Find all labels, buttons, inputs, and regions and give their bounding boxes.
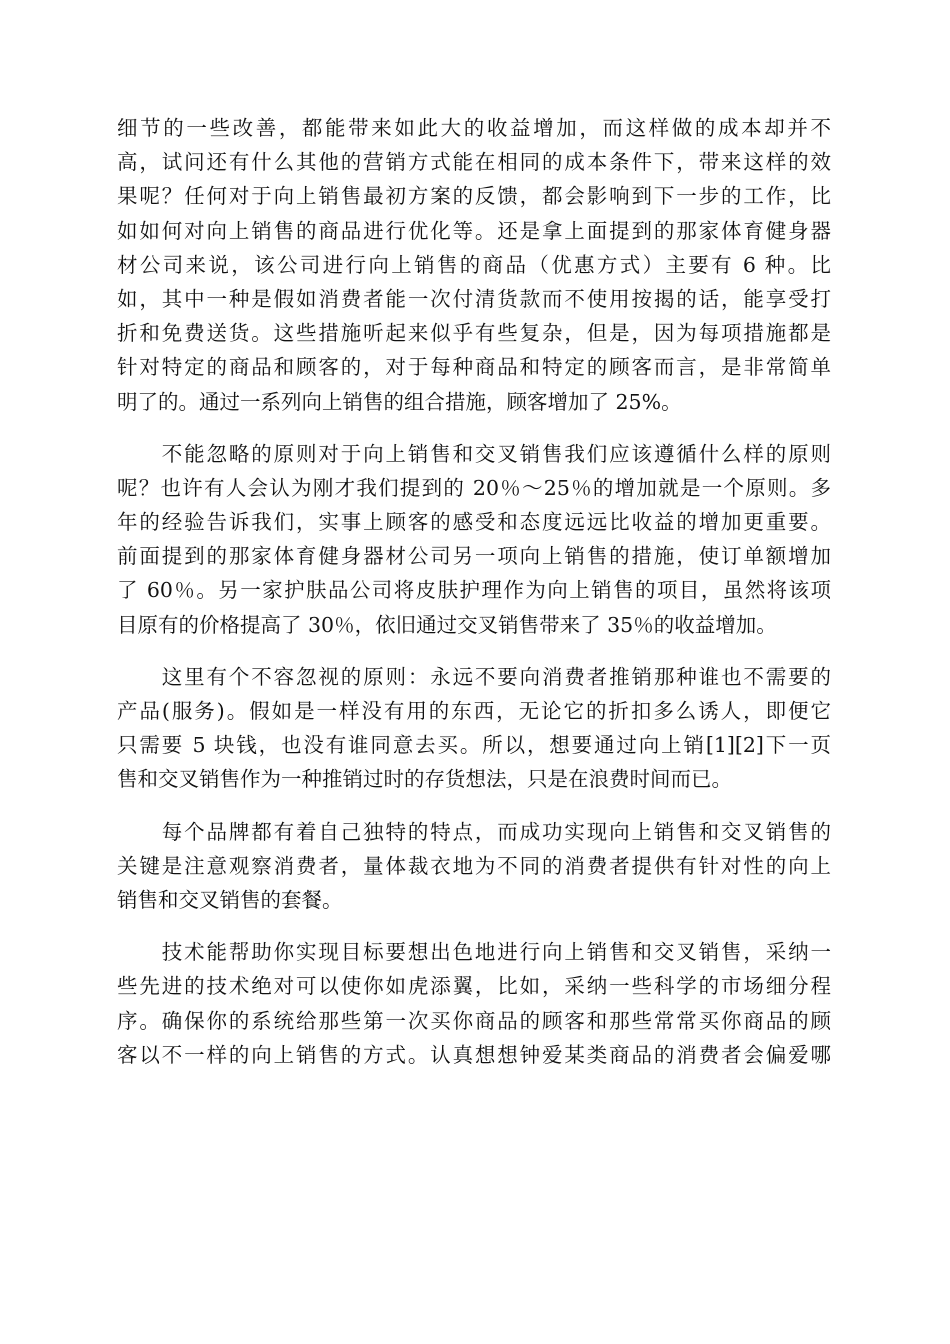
text-line: 材公司来说，该公司进行向上销售的商品（优惠方式）主要有 6 种。比 [117, 252, 831, 277]
document-page [117, 111, 831, 1090]
paragraph [117, 815, 831, 918]
text-line: 了 60％。另一家护肤品公司将皮肤护理作为向上销售的项目，虽然将该项 [117, 578, 831, 603]
text-line: 高，试问还有什么其他的营销方式能在相同的成本条件下，带来这样的效 [117, 150, 831, 175]
text-line: 不能忽略的原则对于向上销售和交叉销售我们应该遵循什么样的原则 [117, 441, 831, 466]
text-line: 年的经验告诉我们，实事上顾客的感受和态度远远比收益的增加更重要。 [117, 510, 831, 535]
text-line: 客以不一样的向上销售的方式。认真想想钟爱某类商品的消费者会偏爱哪 [117, 1042, 831, 1067]
text-line: 细节的一些改善，都能带来如此大的收益增加，而这样做的成本却并不 [117, 116, 831, 140]
paragraph [117, 935, 831, 1072]
text-line: 技术能帮助你实现目标要想出色地进行向上销售和交叉销售，采纳一 [117, 940, 831, 965]
text-line: 果呢？任何对于向上销售最初方案的反馈，都会影响到下一步的工作，比 [117, 184, 831, 209]
text-line: 针对特定的商品和顾客的，对于每种商品和特定的顾客而言，是非常简单 [117, 355, 831, 380]
text-line: 关键是注意观察消费者，量体裁衣地为不同的消费者提供有针对性的向上 [117, 853, 831, 878]
text-line: 这里有个不容忽视的原则：永远不要向消费者推销那种谁也不需要的 [117, 664, 831, 689]
paragraph [117, 660, 831, 797]
text-line: 产品(服务)。假如是一样没有用的东西，无论它的折扣多么诱人，即便它 [117, 699, 831, 723]
text-line: 每个品牌都有着自己独特的特点，而成功实现向上销售和交叉销售的 [117, 819, 831, 844]
paragraph [117, 437, 831, 642]
text-line: 目原有的价格提高了 30％，依旧通过交叉销售带来了 35％的收益增加。 [117, 612, 777, 637]
text-line: 售和交叉销售作为一种推销过时的存货想法，只是在浪费时间而已。 [117, 767, 732, 792]
text-line: 如，其中一种是假如消费者能一次付清货款而不使用按揭的话，能享受打 [117, 286, 831, 311]
text-line: 前面提到的那家体育健身器材公司另一项向上销售的措施，使订单额增加 [117, 544, 831, 569]
text-line: 销售和交叉销售的套餐。 [117, 887, 343, 912]
text-line: 只需要 5 块钱，也没有谁同意去买。所以，想要通过向上销[1][2]下一页 [117, 733, 831, 758]
text-line: 明了的。通过一系列向上销售的组合措施，顾客增加了 25%。 [117, 389, 682, 414]
paragraph [117, 111, 831, 419]
text-line: 些先进的技术绝对可以使你如虎添翼，比如，采纳一些科学的市场细分程 [117, 974, 831, 999]
text-line: 呢？也许有人会认为刚才我们提到的 20％～25％的增加就是一个原则。多 [117, 475, 831, 500]
text-line: 序。确保你的系统给那些第一次买你商品的顾客和那些常常买你商品的顾 [117, 1008, 831, 1033]
text-line: 如如何对向上销售的商品进行优化等。还是拿上面提到的那家体育健身器 [117, 218, 831, 243]
text-line: 折和免费送货。这些措施听起来似乎有些复杂，但是，因为每项措施都是 [117, 321, 831, 346]
